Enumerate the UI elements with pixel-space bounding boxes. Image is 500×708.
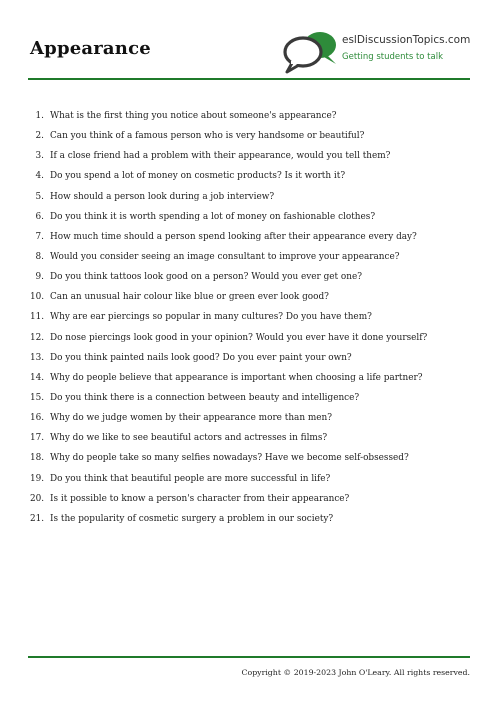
question-number: 2. <box>35 131 44 142</box>
question-text: Is it possible to know a person's character from their appearance? <box>50 493 350 504</box>
question-text: How should a person look during a job interview? <box>50 191 275 202</box>
question-item <box>30 267 460 287</box>
question-number: 5. <box>35 191 44 202</box>
question-item <box>30 106 460 126</box>
question-text: Do nose piercings look good in your opinion? Would you ever have it done yourself? <box>50 332 428 343</box>
question-number: 19. <box>30 473 45 484</box>
question-text: Why do people believe that appearance is important when choosing a life partner? <box>50 372 423 383</box>
question-item <box>30 146 460 166</box>
question-number: 4. <box>35 171 44 182</box>
question-item <box>30 247 460 267</box>
question-number: 6. <box>35 211 44 222</box>
question-text: Is the popularity of cosmetic surgery a problem in our society? <box>50 513 334 524</box>
question-number: 8. <box>35 251 44 262</box>
question-list <box>30 106 460 529</box>
footer-divider <box>28 656 470 658</box>
question-item <box>30 509 460 529</box>
question-text: Do you think there is a connection between beauty and intelligence? <box>50 392 360 403</box>
question-item <box>30 489 460 509</box>
question-item <box>30 408 460 428</box>
logo-tagline: Getting students to talk <box>342 52 444 62</box>
question-number: 20. <box>30 493 45 504</box>
question-item <box>30 166 460 186</box>
question-text: Why do people take so many selfies nowadays? Have we become self-obsessed? <box>50 453 409 464</box>
question-number: 16. <box>30 413 45 424</box>
question-text: Do you think that beautiful people are more successful in life? <box>50 473 331 484</box>
question-item <box>30 126 460 146</box>
question-text: Would you consider seeing an image consultant to improve your appearance? <box>50 251 400 262</box>
question-number: 15. <box>30 392 45 403</box>
question-text: Do you think painted nails look good? Do you ever paint your own? <box>50 352 352 363</box>
question-item <box>30 307 460 327</box>
question-text: Do you think it is worth spending a lot of money on fashionable clothes? <box>50 211 376 222</box>
question-item <box>30 287 460 307</box>
logo-site-name: eslDiscussionTopics.com <box>342 34 471 46</box>
question-number: 1. <box>35 111 44 121</box>
question-item <box>30 448 460 468</box>
question-number: 14. <box>30 372 45 383</box>
question-number: 21. <box>30 513 45 524</box>
question-item <box>30 207 460 227</box>
question-text: Why do we like to see beautiful actors and actresses in films? <box>50 433 328 444</box>
question-number: 13. <box>30 352 45 363</box>
site-logo <box>280 28 470 74</box>
question-number: 11. <box>30 312 45 323</box>
question-item <box>30 469 460 489</box>
question-item <box>30 227 460 247</box>
page-header <box>30 0 470 80</box>
question-number: 9. <box>35 272 44 283</box>
question-item <box>30 348 460 368</box>
question-item <box>30 187 460 207</box>
question-text: If a close friend had a problem with their appearance, would you tell them? <box>50 151 391 162</box>
question-text: Do you spend a lot of money on cosmetic products? Is it worth it? <box>50 171 346 182</box>
question-text: Why are ear piercings so popular in many cultures? Do you have them? <box>50 312 372 323</box>
question-number: 3. <box>35 151 44 162</box>
question-number: 12. <box>30 332 45 343</box>
question-text: What is the first thing you notice about someone's appearance? <box>50 111 337 121</box>
question-number: 18. <box>30 453 45 464</box>
question-text: Why do we judge women by their appearance more than men? <box>50 413 333 424</box>
speech-bubbles-icon <box>280 28 342 74</box>
question-item <box>30 428 460 448</box>
copyright-notice: Copyright © 2019-2023 John O'Leary. All rights reserved. <box>241 668 470 677</box>
page-title: Appearance <box>30 38 151 59</box>
question-item <box>30 368 460 388</box>
question-item <box>30 388 460 408</box>
question-item <box>30 328 460 348</box>
question-text: How much time should a person spend looking after their appearance every day? <box>50 231 417 242</box>
question-number: 7. <box>35 231 44 242</box>
header-divider <box>28 78 470 80</box>
question-number: 10. <box>30 292 45 303</box>
question-text: Can an unusual hair colour like blue or green ever look good? <box>50 292 329 303</box>
question-text: Can you think of a famous person who is very handsome or beautiful? <box>50 131 365 142</box>
question-number: 17. <box>30 433 45 444</box>
question-text: Do you think tattoos look good on a person? Would you ever get one? <box>50 272 363 283</box>
